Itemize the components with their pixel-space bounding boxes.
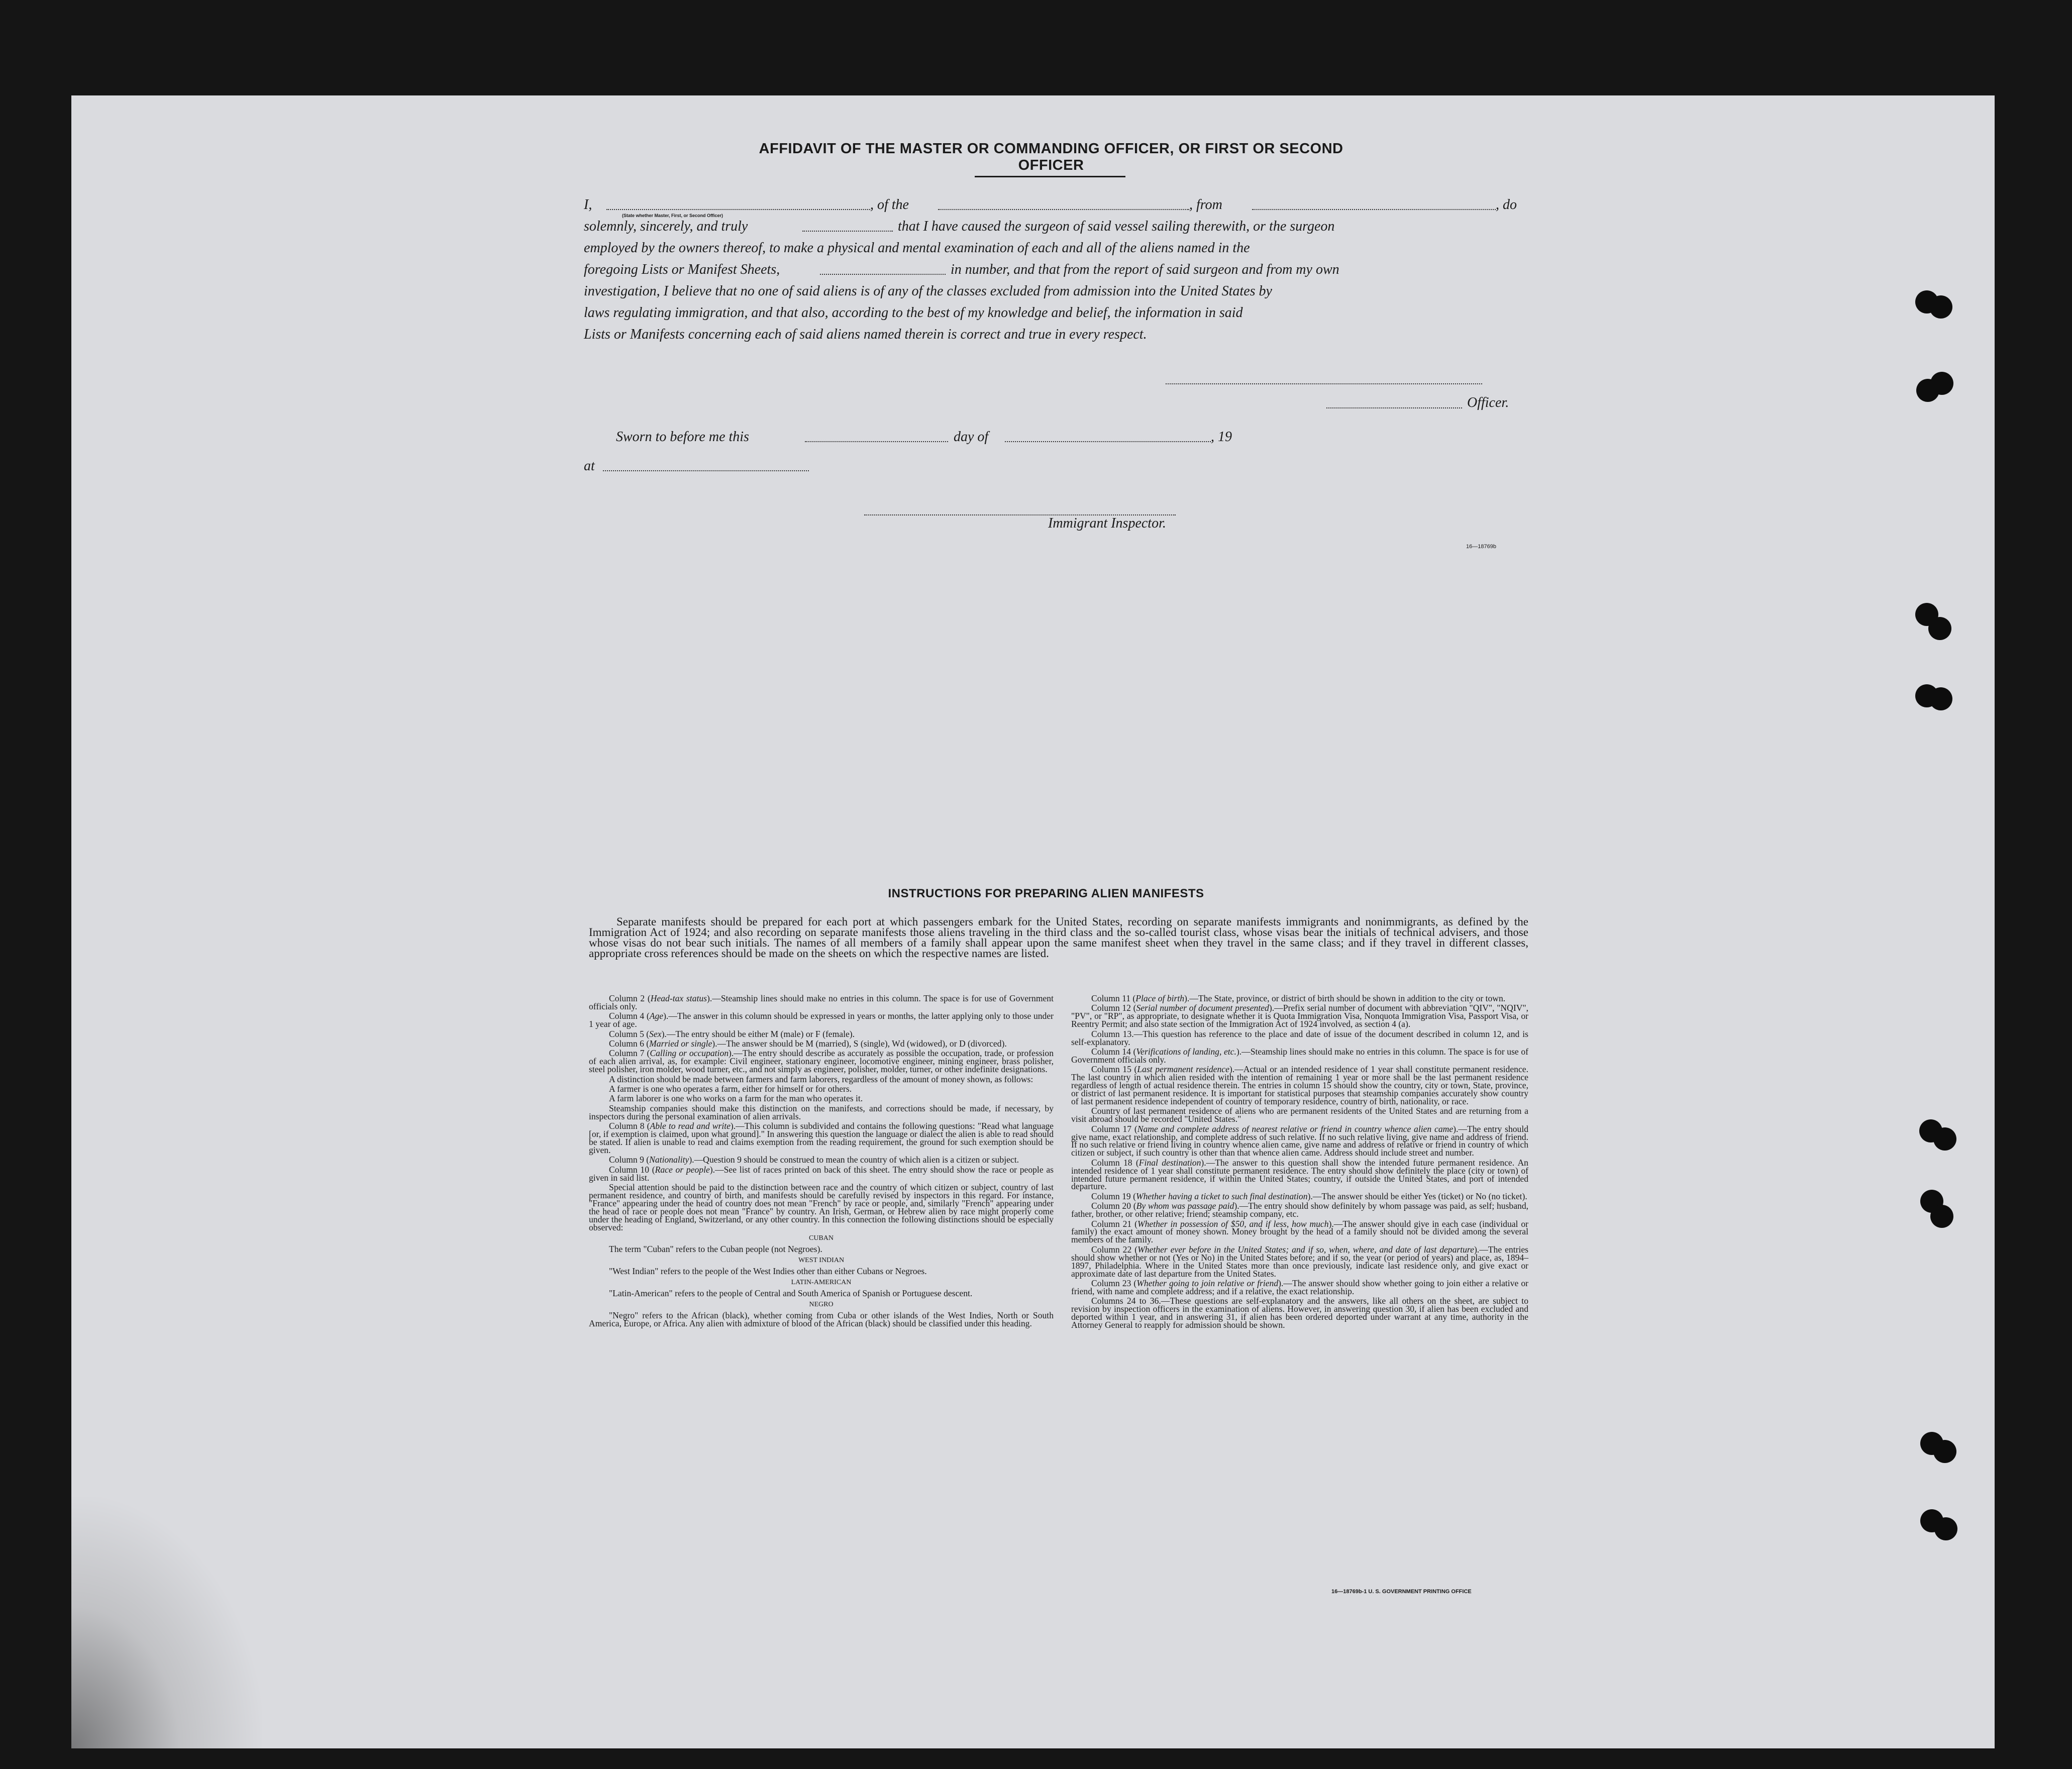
- sheet-count-blank[interactable]: [820, 274, 946, 275]
- instruction-paragraph: Column 11 (Place of birth).—The State, province, or district of birth should be shown in addition to the city or town.: [1091, 993, 1506, 1003]
- instruction-paragraph: Column 5 (Sex).—The entry should be either M (male) or F (female).: [609, 1028, 855, 1039]
- instructions-title: INSTRUCTIONS FOR PREPARING ALIEN MANIFESTS: [888, 887, 1204, 900]
- manifest-sheet: AFFIDAVIT OF THE MASTER OR COMMANDING OFFICER, OR FIRST OR SECOND OFFICER I, , of the , from , do (State whether Master, First, or Second Officer) solemnly, sincerely, and truly that I have caused the surgeon of said vessel sailing therewith, or the surgeon employed by the owners thereof, to make a physical and mental examination of each and all of the aliens named in the foregoing Lists or Manifest Sheets, in number, and that from the report of said surgeon and from my own investigation, I believe that no one of said aliens is of any of the classes excluded from admission into the United States by laws regulating immigration, and that also, according to the best of my knowledge and belief, the information in said Lists or Manifests concerning each of said aliens named therein is correct and true in every respect. Officer. Sworn to before me this day of , 19 at Immigrant Inspector. 16—18769b INSTRUCTIONS FOR PREPARING ALIEN MANIFESTS Separate manifests should be prepared for each port at which passengers embark for the United States, recording on separate manifests immigrants and nonimmigrants, as defined by the Immigration Act of 1924; and also recording on separate manifests those aliens traveling in the third class and the so-called tourist class, whose visas bear the initials of technical advisers, and those whose visas do not bear such initials. The names of all members of a family shall appear upon the same manifest sheet when they travel in the same class; and if they travel in different classes, appropriate cross references should be made on the sheets on which the respective names are listed. Column 2 (Head-tax status).—Steamship lines should make no entries in this column. The space is for use of Government officials only. Column 4 (Age).—The answer in this column should be expressed in years or months, the latter applying only to those under 1 year of age. Column 5 (Sex).—The entry should be either M (male) or F (female). Column 6 (Married or single).—The answer should be M (married), S (single), Wd (widowed), or D (divorced). Column 7 (Calling or occupation).—The entry should describe as accurately as possible the occupation, trade, or profession of each alien arrival, as, for example: Civil engineer, stationary engineer, locomotive engineer, mining engineer, brass polisher, steel polisher, iron molder, wood turner, etc., and not simply as engineer, polisher, molder, turner, or other indefinite designations. A distinction should be made between farmers and farm laborers, regardless of the amount of money shown, as follows: A farmer is one who operates a farm, either for himself or for others. A farm laborer is one who works on a farm for the man who operates it. Steamship companies should make this distinction on the manifests, and corrections should be made, if necessary, by inspectors during the personal examination of alien arrivals. Column 8 (Able to read and write).—This column is subdivided and contains the following questions: "Read what language [or, if exemption is claimed, upon what ground]." In answering this question the language or dialect the alien is able to read should be stated. If alien is unable to read and claims exemption from the reading requirement, the ground for such exemption should be given. Column 9 (Nationality).—Question 9 should be construed to mean the country of which alien is a citizen or subject. Column 10 (Race or people).—See list of races printed on back of this sheet. The entry should show the race or people as given in said list. Special attention should be paid to the distinction between race and the country of which citizen or subject, country of last permanent residence, and country of birth, and manifests should be carefully revised by inspectors in this regard. For instance, "France" appearing under the head of country does not mean "French" by race or people, and, similarly "French" appearing under the head of race or people does not mean "France" by country. An Irish, German, or Hebrew alien by race might properly come under the heading of England, Switzerland, or any other country. In this connection the following distinctions should be especially observed: CUBAN The term "Cuban" refers to the Cuban people (not Negroes). WEST INDIAN "West Indian" refers to the people of the West Indies other than either Cubans or Negroes. LATIN-AMERICAN "Latin-American" refers to the people of Central and South America of Spanish or Portuguese descent. NEGRO "Negro" refers to the African (black), whether coming from Cuba or other islands of the West Indies, North or South America, Europe, or Africa. Any alien with admixture of blood of the African (black) should be classified under this heading. Column 11 (Place of birth).—The State, province, or district of birth should be shown in addition to the city or town. Column 12 (Serial number of document presented).—Prefix serial number of document with abbreviation "QIV", "NQIV", "PV", or "RP", as appropriate, to designate whether it is Quota Immigration Visa, Nonquota Immigration Visa, Passport Visa, or Reentry Permit; and also state section of the Immigration Act of 1924 involved, as section 4 (a). Column 13.—This question has reference to the place and date of issue of the document described in column 12, and is self-explanatory. Column 14 (Verifications of landing, etc.).—Steamship lines should make no entries in this column. The space is for use of Government officials only. Column 15 (Last permanent residence).—Actual or an intended residence of 1 year shall constitute permanent residence. The last country in which alien resided with the intention of remaining 1 year or more shall be the last permanent residence regardless of length of actual residence therein. The entries in column 15 should show the country, city or town, State, province, or district of last permanent residence. It is important for statistical purposes that steamship companies accurately show country of last permanent residence independent of country of temporary residence, country of birth, nationality, or race. Country of last permanent residence of aliens who are permanent residents of the United States and are returning from a visit abroad should be recorded "United States." Column 17 (Name and complete address of nearest relative or friend in country whence alien came).—The entry should give name, exact relationship, and complete address of such relative. If no such relative living, give name and address of friend. If no such relative or friend living in country whence alien came, give name and address of relative or friend in country of which citizen or subject, if such country is other than that whence alien came. Address should include street and number. Column 18 (Final destination).—The answer to this question shall show the intended future permanent residence. An intended residence of 1 year shall constitute permanent residence. The entry should show definitely the place (city or town) of intended future permanent residence, if within the United States; country, if outside the United States, and port of intended departure. Column 19 (Whether having a ticket to such final destination).—The answer should be either Yes (ticket) or No (no ticket). Column 20 (By whom was passage paid).—The entry should show definitely by whom passage was paid, as self; husband, father, brother, or other relative; friend; steamship company, etc. Column 21 (Whether in possession of $50, and if less, how much).—The answer should give in each case (individual or family) the exact amount of money shown. Money brought by the head of a family should not be divided among the several members of the family. Column 22 (Whether ever before in the United States; and if so, when, where, and date of last departure).—The entries should show whether or not (Yes or No) in the United States before; and if so, the year (or period of years) and place, as, 1894–1897, Philadelphia. Where in the United States more than once previously, indicate last residence only, and give exact or approximate date of last departure from the United States. Column 23 (Whether going to join relative or friend).—The answer should show whether going to join either a relative or friend, with name and complete address; and if a relative, the exact relationship. Columns 24 to 36.—These questions are self-explanatory and the answers, like all others on the sheet, are subject to revision by inspection officers in the examination of aliens. However, in answering question 30, if alien has been excluded and deported within 1 year, and in answering 31, if alien has been ordered deported under warrant at any time, authority in the Attorney General to reapply for admission should be shown. 16—18769b-1 U. S. GOVERNMENT PRINTING OFFICE: [71, 95, 1995, 1748]
- printing-office-code: 16—18769b-1 U. S. GOVERNMENT PRINTING OFFICE: [1331, 1589, 1472, 1595]
- day-of-label: day of: [954, 429, 989, 445]
- instruction-paragraph: Special attention should be paid to the distinction between race and the country of which citizen or subject, country of last permanent residence, and country of birth, and manifests should be carefully revised by inspectors in this regard. For instance, "France" appearing under the head of country does not mean "French" by race or people, and, similarly "French" appearing under the head of race or people does not mean "France" by country. An Irish, German, or Hebrew alien by race might properly come under the heading of England, Switzerland, or any other country. In this connection the following distinctions should be especially observed:: [589, 1182, 1054, 1232]
- race-definition: The term "Cuban" refers to the Cuban people (not Negroes).: [609, 1244, 822, 1255]
- at-label: at: [584, 458, 595, 474]
- instruction-paragraph: Column 19 (Whether having a ticket to such final destination).—The answer should be either Yes (ticket) or No (no ticket).: [1091, 1191, 1527, 1201]
- sworn-place-blank[interactable]: [603, 470, 809, 471]
- instruction-paragraph: Column 14 (Verifications of landing, etc.).—Steamship lines should make no entries in this column. The space is for use of Government officials only.: [1071, 1046, 1529, 1065]
- instruction-paragraph: Column 17 (Name and complete address of nearest relative or friend in country whence alien came).—The entry should give name, exact relationship, and complete address of such relative. If no such relative living, give name and address of friend. If no such relative or friend living in country whence alien came, give name and address of relative or friend in country of which citizen or subject, if such country is other than that whence alien came. Address should include street and number.: [1071, 1123, 1529, 1158]
- instruction-paragraph: Steamship companies should make this distinction on the manifests, and corrections should be made, if necessary, by inspectors during the personal examination of alien arrivals.: [589, 1103, 1054, 1121]
- officer-signature-line[interactable]: [1166, 383, 1482, 384]
- instruction-paragraph: Column 15 (Last permanent residence).—Actual or an intended residence of 1 year shall constitute permanent residence. The last country in which alien resided with the intention of remaining 1 year or more shall be the last permanent residence regardless of length of actual residence therein. The entries in column 15 should show the country, city or town, State, province, or district of last permanent residence. It is important for statistical purposes that steamship companies accurately show country of last permanent residence independent of country of temporary residence, country of birth, nationality, or race.: [1071, 1064, 1528, 1106]
- instruction-paragraph: A farmer is one who operates a farm, either for himself or for others.: [609, 1084, 852, 1094]
- officer-rank-blank[interactable]: [606, 209, 870, 210]
- instruction-paragraph: Column 4 (Age).—The answer in this column should be expressed in years or months, the latter applying only to those under 1 year of age.: [589, 1011, 1054, 1029]
- instruction-paragraph: Column 10 (Race or people).—See list of races printed on back of this sheet. The entry should show the race or people as given in said list.: [589, 1164, 1054, 1183]
- instruction-paragraph: A farm laborer is one who works on a farm for the man who operates it.: [609, 1093, 863, 1104]
- binder-hole: [1933, 1440, 1956, 1463]
- race-definition: "Latin-American" refers to the people of Central and South America of Spanish or Portuguese descent.: [609, 1288, 973, 1298]
- sworn-day-blank[interactable]: [805, 441, 948, 442]
- instruction-paragraph: Column 21 (Whether in possession of $50, and if less, how much).—The answer should give in each case (individual or family) the exact amount of money shown. Money brought by the head of a family should not be divided among the several members of the family.: [1071, 1218, 1528, 1245]
- instruction-paragraph: Column 13.—This question has reference to the place and date of issue of the document described in column 12, and is self-explanatory.: [1071, 1028, 1528, 1047]
- officer-title-line[interactable]: [1326, 407, 1462, 408]
- affidavit-line-5: investigation, I believe that no one of said aliens is of any of the classes excluded from admission into the United States by: [584, 283, 1272, 299]
- instructions-right-column: [1071, 995, 1528, 1331]
- race-heading: WEST INDIAN: [798, 1257, 845, 1265]
- affidavit-line-3: employed by the owners thereof, to make a physical and mental examination of each and all of the aliens named in the: [584, 240, 1250, 256]
- instructions-intro: Separate manifests should be prepared for each port at which passengers embark for the United States, recording on separate manifests immigrants and nonimmigrants, as defined by the Immigration Act of 1924; and also recording on separate manifests those aliens traveling in the third class and the so-called tourist class, whose visas bear the initials of technical advisers, and those whose visas do not bear such initials. The names of all members of a family shall appear upon the same manifest sheet when they travel in the same class; and if they travel in different classes, appropriate cross references should be made on the sheets on which the respective names are listed.: [589, 915, 1528, 960]
- race-definition: "Negro" refers to the African (black), whether coming from Cuba or other islands of the West Indies, North or South America, Europe, or Africa. Any alien with admixture of blood of the African (black) should be classified under this heading.: [589, 1310, 1054, 1328]
- binder-hole: [1930, 372, 1953, 395]
- instruction-paragraph: Column 2 (Head-tax status).—Steamship lines should make no entries in this column. The space is for use of Government officials only.: [589, 993, 1054, 1011]
- vessel-name-blank[interactable]: [938, 209, 1189, 210]
- binder-hole: [1934, 1517, 1957, 1540]
- instruction-paragraph: Column 8 (Able to read and write).—This column is subdivided and contains the following questions: "Read what language [or, if exemption is claimed, upon what ground]." In answering this question the language or dialect the alien is able to read should be stated. If alien is unable to read and claims exemption from the reading requirement, the ground for such exemption should be given.: [589, 1121, 1054, 1155]
- rank-note: (State whether Master, First, or Second Officer): [622, 213, 723, 218]
- race-heading: LATIN-AMERICAN: [791, 1279, 852, 1287]
- title-rule: [975, 176, 1125, 177]
- binder-hole: [1933, 1127, 1956, 1151]
- sworn-month-blank[interactable]: [1005, 441, 1211, 442]
- binder-hole: [1930, 1205, 1953, 1228]
- instruction-paragraph: Column 23 (Whether going to join relative or friend).—The answer should show whether going to join either a relative or friend, with name and complete address; and if a relative, the exact relationship.: [1071, 1278, 1529, 1296]
- port-from-blank[interactable]: [1252, 209, 1496, 210]
- instruction-paragraph: Column 7 (Calling or occupation).—The entry should describe as accurately as possible the occupation, trade, or profession of each alien arrival, as, for example: Civil engineer, stationary engineer, locomotive engineer, mining engineer, brass polisher, steel polisher, iron molder, wood turner, etc., and not simply as engineer, polisher, molder, turner, or other indefinite designations.: [589, 1048, 1054, 1075]
- instruction-paragraph: A distinction should be made between farmers and farm laborers, regardless of the amount of money shown, as follows:: [609, 1074, 1033, 1084]
- affidavit-line-6: laws regulating immigration, and that also, according to the best of my knowledge and belief, the information in said: [584, 305, 1243, 321]
- instruction-paragraph: Column 9 (Nationality).—Question 9 should be construed to mean the country of which alien is a citizen or subject.: [609, 1155, 1019, 1165]
- instruction-paragraph: Country of last permanent residence of aliens who are permanent residents of the United States and are returning from a visit abroad should be recorded "United States.": [1071, 1106, 1528, 1124]
- binder-hole: [1929, 687, 1952, 710]
- oath-blank[interactable]: [802, 231, 893, 232]
- inspector-label: Immigrant Inspector.: [1048, 515, 1166, 531]
- race-definition: "West Indian" refers to the people of the West Indies other than either Cubans or Negroes.: [609, 1266, 927, 1277]
- officer-label: Officer.: [1467, 395, 1509, 410]
- instructions-left-column: [589, 995, 1054, 1329]
- form-code: 16—18769b: [1466, 544, 1496, 550]
- instruction-paragraph: Column 6 (Married or single).—The answer should be M (married), S (single), Wd (widowed), or D (divorced).: [609, 1038, 1007, 1049]
- binder-hole: [1928, 617, 1951, 640]
- instruction-paragraph: Column 20 (By whom was passage paid).—The entry should show definitely by whom passage was paid, as self; husband, father, brother, or other relative; friend; steamship company, etc.: [1071, 1201, 1529, 1219]
- race-heading: NEGRO: [809, 1300, 834, 1308]
- affidavit-title: AFFIDAVIT OF THE MASTER OR COMMANDING OFFICER, OR FIRST OR SECOND OFFICER: [759, 141, 1343, 173]
- instruction-paragraph: Column 22 (Whether ever before in the United States; and if so, when, where, and date of last departure).—The entries should show whether or not (Yes or No) in the United States before; and if so, the year (or period of years) and place, as, 1894–1897, Philadelphia. Where in the United States more than once previously, indicate last residence only, and give exact or approximate date of last departure from the United States.: [1071, 1244, 1529, 1279]
- binder-hole: [1929, 295, 1952, 319]
- page-edge-shadow: [71, 1497, 262, 1748]
- sworn-label: Sworn to before me this: [616, 429, 749, 445]
- race-heading: CUBAN: [808, 1234, 834, 1242]
- instruction-paragraph: Column 18 (Final destination).—The answer to this question shall show the intended future permanent residence. An intended residence of 1 year shall constitute permanent residence. The entry should show definitely the place (city or town) of intended future permanent residence, if within the United States; country, if outside the United States, and port of intended departure.: [1071, 1157, 1528, 1192]
- year-label: , 19: [1211, 429, 1232, 445]
- affidavit-line-7: Lists or Manifests concerning each of said aliens named therein is correct and true in every respect.: [584, 327, 1147, 342]
- instruction-paragraph: Columns 24 to 36.—These questions are self-explanatory and the answers, like all others on the sheet, are subject to revision by inspection officers in the examination of aliens. However, in answering question 30, if alien has been excluded and deported within 1 year, and in answering 31, if alien has been ordered deported under warrant at any time, authority in the Attorney General to reapply for admission should be shown.: [1071, 1296, 1528, 1330]
- instruction-paragraph: Column 12 (Serial number of document presented).—Prefix serial number of document with abbreviation "QIV", "NQIV", "PV", or "RP", as appropriate, to designate whether it is Quota Immigration Visa, Nonquota Immigration Visa, Passport Visa, or Reentry Permit; and also state section of the Immigration Act of 1924 involved, as section 4 (a).: [1071, 1003, 1528, 1029]
